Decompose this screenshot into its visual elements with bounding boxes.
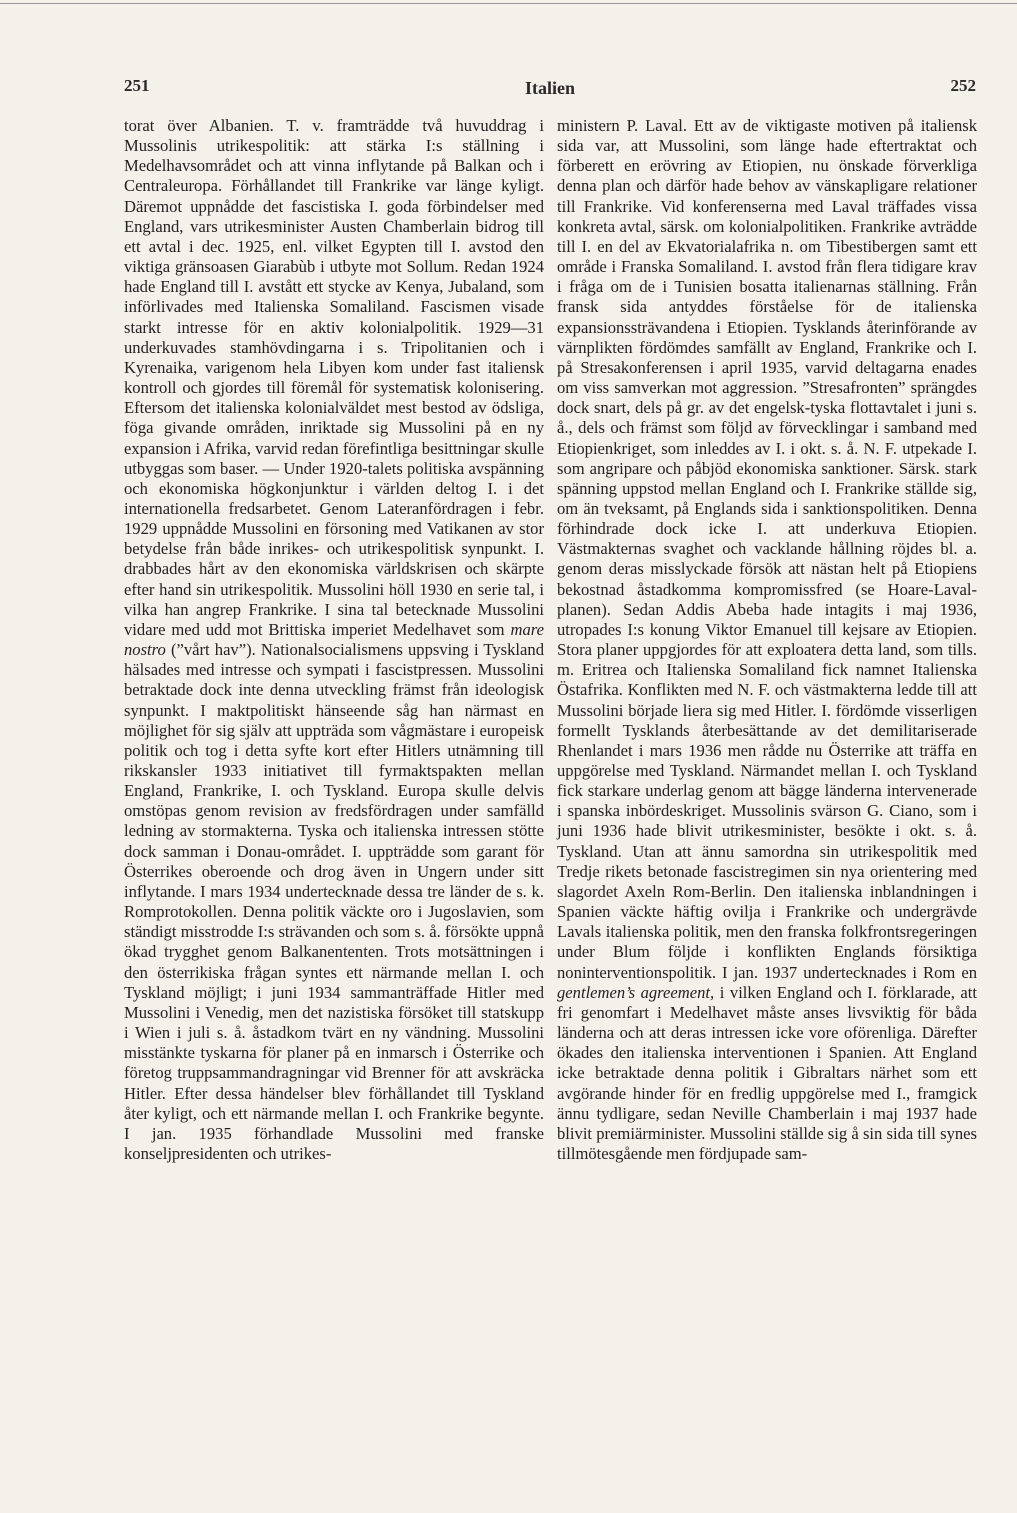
page-number-left: 251 (124, 76, 150, 95)
text-run: ministern P. Laval. Ett av de viktigaste motiven på italiensk sida var, att Mussolini, som länge hade eftertraktat och förberett en erövring av Etiopien, nu önskade förverkliga denna plan och därför hade behov av vänskapligare relationer till Frankrike. Vid konferenserna med Laval träffades vissa konkreta avtal, särsk. om kolonialpolitiken. Frankrike avträdde till I. en del av Ekvatorialafrika n. om Tibestibergen samt ett område i Franska Somaliland. I. avstod från flera tidigare krav i fråga om de i Tunisien bosatta italienarnas ställning. Från fransk sida antyddes förståelse för de italienska expansionssträvandena i Etiopien. Tysklands återinförande av värnplikten fördömdes samfällt av England, Frankrike och I. på Stresakonferensen i april 1935, varvid deltagarna enades om viss samverkan mot aggression. ”Stresafronten” sprängdes dock snart, dels på gr. av det engelsk-tyska flottavtalet i juni s. å., dels och främst som följd av förvecklingar i samband med Etiopienkriget, som inleddes av I. i okt. s. å. N. F. utpekade I. som angripare och påbjöd ekonomiska sanktioner. Särsk. stark spänning uppstod mellan England och I. Frankrike ställde sig, om än tveksamt, på Englands sida i sanktionspolitiken. Denna förhindrade dock icke I. att underkuva Etiopien. Västmakternas svaghet och vacklande hållning röjdes bl. a. genom deras misslyckade försök att nästan helt på Etiopiens bekostnad åstadkomma kompromissfred (se Hoare-Laval-planen). Sedan Addis Abeba hade intagits i maj 1936, utropades I:s konung Viktor Emanuel till kejsare av Etiopien. Stora planer uppgjordes för att exploatera detta land, som tills. m. Eritrea och Italienska Somaliland fick namnet Italienska Östafrika. Konflikten med N. F. och västmakterna ledde till att Mussolini började liera sig med Hitler. I. fördömde visserligen formellt Tysklands återbesättande av det demilitariserade Rhenlandet i mars 1936 men rådde nu Österrike att träffa en uppgörelse med Tyskland. Närmandet mellan I. och Tyskland fick starkare underlag genom att bägge länderna intervenerade i spanska inbördeskriget. Mussolinis svärson G. Ciano, som i juni 1936 hade blivit utrikesminister, besökte i okt. s. å. Tyskland. Utan att ännu samordna sin utrikespolitik med Tredje rikets betonade fascistregimen sin nya orientering med slagordet Axeln Rom-Berlin. Den italienska inblandningen i Spanien väckte häftig ovilja i Frankrike och undergrävde Lavals italienska politik, men den franska folkfrontsregeringen under Blum följde i konflikten Englands försiktiga noninterventionspolitik. I jan. 1937 undertecknades i Rom en (557, 116, 977, 982)
italic-phrase: gentlemen’s agreement, (557, 982, 715, 1002)
page-number-right: 252 (950, 76, 976, 95)
running-title: Italien (524, 78, 575, 98)
text-run: torat över Albanien. T. v. framträdde två huvuddrag i Mussolinis utrikespolitik: att stärka I:s ställning i Medelhavsområdet och att vinna inflytande på Balkan och i Centraleuropa. Förhållandet till Frankrike var länge kyligt. Däremot uppnådde det fascistiska I. goda förbindelser med England, vars utrikesminister Austen Chamberlain bidrog till ett avtal i dec. 1925, enl. vilket Egypten till I. avstod den viktiga gränsoasen Giarabùb i utbyte mot Sollum. Redan 1924 hade England till I. avstått ett stycke av Kenya, Jubaland, som införlivades med Italienska Somaliland. Fascismen visade starkt intresse för en aktiv kolonialpolitik. 1929—31 underkuvades stamhövdingarna i s. Tripolitanien och i Kyrenaika, varigenom hela Libyen kom under fast italiensk kontroll och gjordes till föremål för systematisk kolonisering. Eftersom det italienska kolonialväldet mest bestod av ödsliga, föga givande områden, inriktade sig Mussolini på en ny expansion i Afrika, varvid redan förefintliga besittningar skulle utbyggas som baser. — Under 1920-talets politiska avspänning och ekonomiska högkonjunktur i världen deltog I. i det internationella fredsarbetet. Genom Lateranfördragen i febr. 1929 uppnådde Mussolini en försoning med Vatikanen av stor betydelse från både inrikes- och utrikespolitisk synpunkt. I. drabbades hårt av den ekonomiska världskrisen och skärpte efter hand sin utrikespolitik. Mussolini höll 1930 en serie tal, i vilka han angrep Frankrike. I sina tal betecknade Mussolini vidare med udd mot Brittiska imperiet Medelhavet som (124, 116, 544, 639)
top-border-line (0, 3, 1017, 4)
text-column-left (124, 116, 544, 1164)
paragraph (124, 116, 544, 1164)
text-column-right (557, 116, 977, 1164)
italic-phrase: mare nostro (124, 619, 544, 660)
page-header (124, 76, 976, 102)
paragraph (557, 116, 977, 1164)
text-run: (”vårt hav”). Nationalsocialismens uppsving i Tyskland hälsades med intresse och sympati i fascistpressen. Mussolini betraktade dock inte denna utveckling främst från ideologisk synpunkt. I maktpolitiskt hänseende såg han närmast en möjlighet för sig själv att uppträda som vågmästare i europeisk politik och tog i detta syfte kort efter Hitlers utnämning till rikskansler 1933 initiativet till fyrmaktspakten mellan England, Frankrike, I. och Tyskland. Europa skulle delvis omstöpas genom revision av fredsfördragen under samfälld ledning av stormakterna. Tyska och italienska intressen stötte dock samman i Donau-området. I. uppträdde som garant för Österrikes oberoende och drog även in Ungern under sitt inflytande. I mars 1934 undertecknade dessa tre länder de s. k. Romprotokollen. Denna politik väckte oro i Jugoslavien, som ständigt misstrodde I:s strävanden och som s. å. försökte uppnå ökad trygghet genom Balkanententen. Trots motsättningen i den österrikiska frågan syntes ett närmande mellan I. och Tyskland möjligt; i juni 1934 sammanträffade Hitler med Mussolini i Venedig, men det nazistiska försöket till statskupp i Wien i juli s. å. åstadkom tvärt en ny vändning. Mussolini misstänkte tyskarna för planer på en inmarsch i Österrike och företog truppsammandragningar vid Brenner för att avskräcka Hitler. Efter dessa händelser blev förhållandet till Tyskland åter kyligt, och ett närmande mellan I. och Frankrike begynte. I jan. 1935 förhandlade Mussolini med franske konseljpresidenten och utrikes- (124, 640, 544, 1163)
text-run: i vilken England och I. förklarade, att fri genomfart i Medelhavet måste anses livsviktig för båda länderna och att deras intressen icke vore oförenliga. Därefter ökades den italienska interventionen i Spanien. Att England icke betraktade denna politik i Gibraltars närhet som ett avgörande hinder för en fredlig uppgörelse med I., framgick ännu tydligare, sedan Neville Chamberlain i maj 1937 hade blivit premiärminister. Mussolini ställde sig å sin sida till synes tillmötesgående men fördjupade sam- (557, 982, 977, 1163)
